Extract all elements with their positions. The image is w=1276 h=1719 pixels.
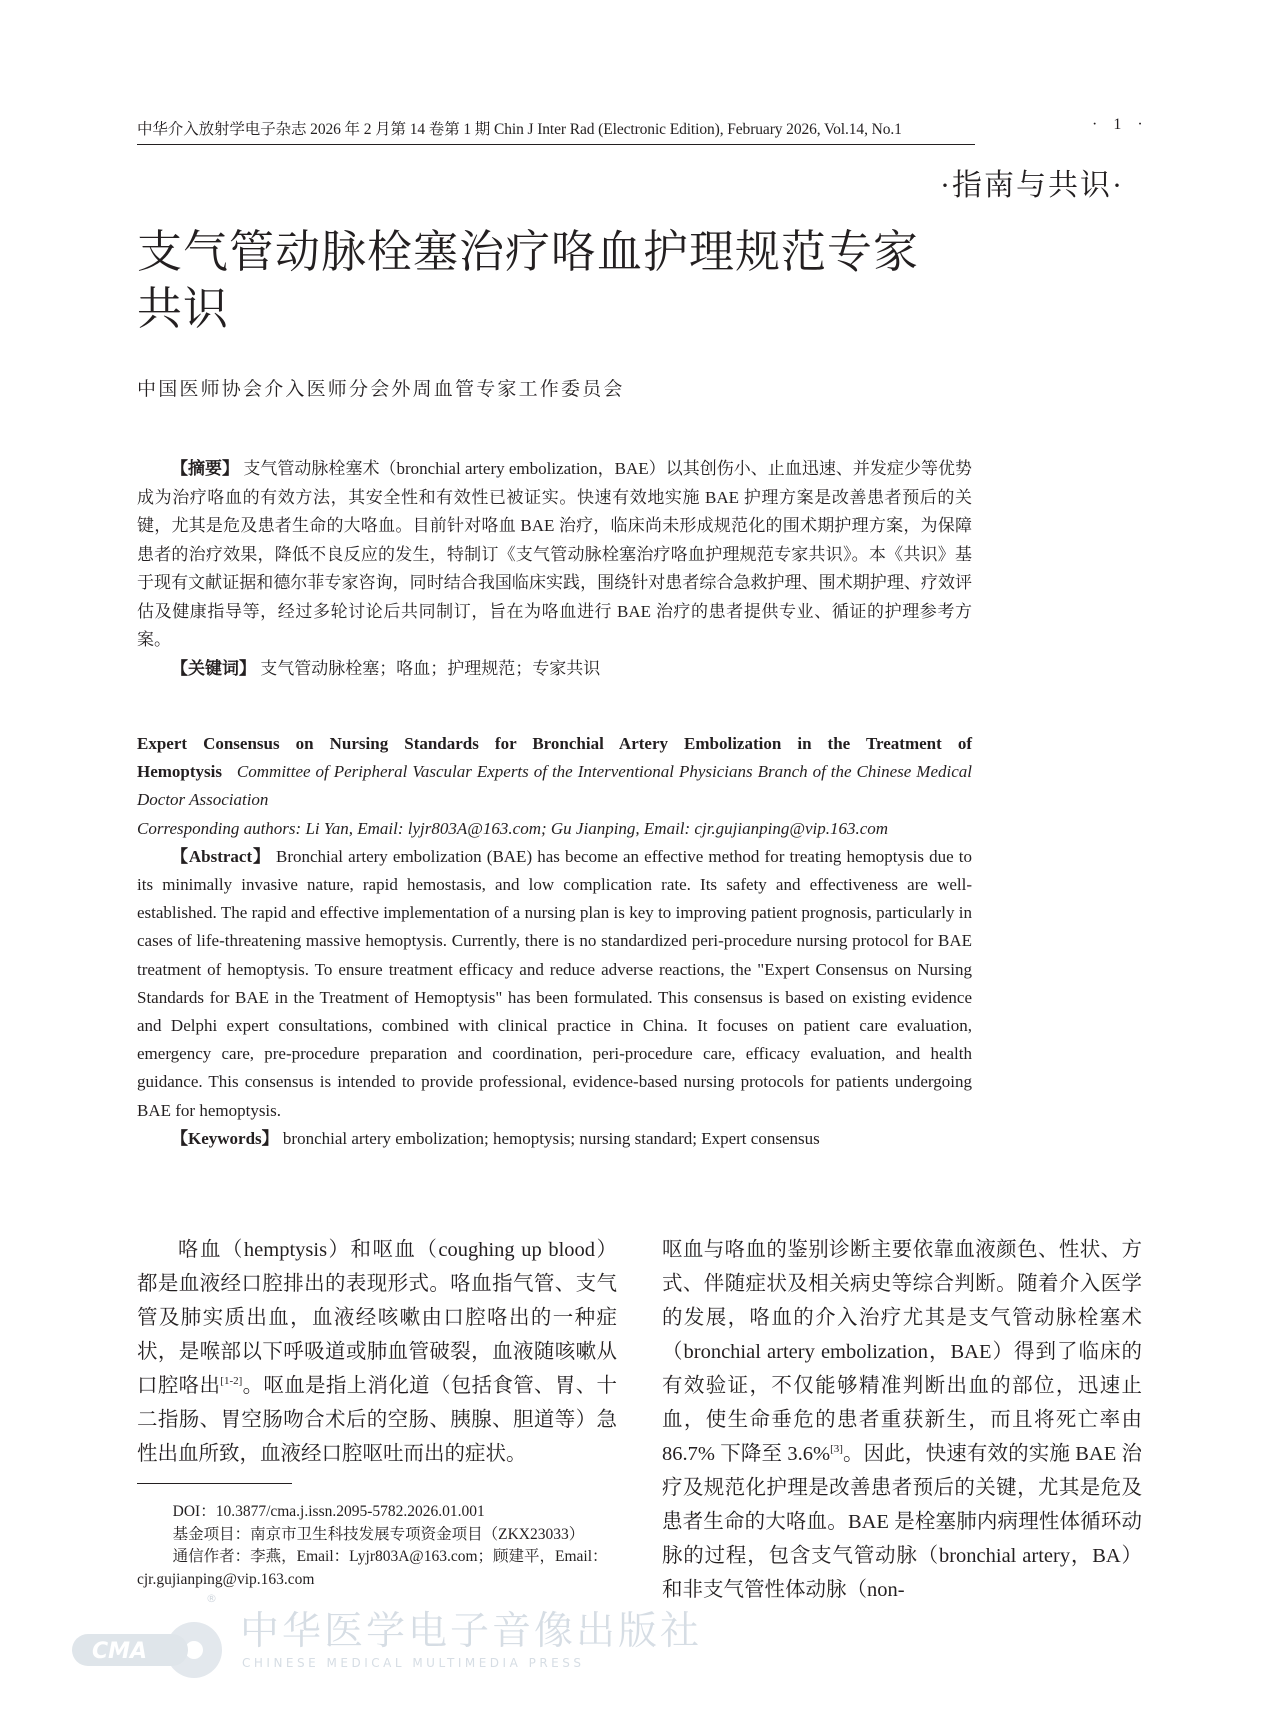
en-abstract-label: 【Abstract】	[171, 846, 271, 866]
body-text: 。呕血是指上消化道（包括食管、胃、十二指肠、胃空肠吻合术后的空肠、胰腺、胆道等）急性出血所致，血液经口腔呕吐而出的症状。	[137, 1375, 618, 1465]
citation: [3]	[830, 1443, 843, 1456]
footnote-corresponding: 通信作者：李燕，Email：Lyjr803A@163.com；顾建平，Email：cjr.gujianping@vip.163.com	[137, 1548, 608, 1588]
footnote-doi: DOI：10.3877/cma.j.issn.2095-5782.2026.01.001	[172, 1503, 485, 1520]
en-keywords-text: bronchial artery embolization; hemoptysis; nursing standard; Expert consensus	[278, 1128, 820, 1148]
en-abstract-paragraph	[137, 843, 972, 1125]
article-title-line2: 共识	[137, 282, 230, 335]
publisher-name-en: CHINESE MEDICAL MULTIMEDIA PRESS	[242, 1656, 585, 1670]
article-title-line1: 支气管动脉栓塞治疗咯血护理规范专家	[137, 225, 920, 278]
column-tag: ·指南与共识·	[940, 169, 1124, 202]
keywords-cn-text: 支气管动脉栓塞；咯血；护理规范；专家共识	[256, 658, 601, 678]
en-title-paragraph	[137, 730, 972, 815]
body-column-left	[137, 1233, 617, 1471]
citation: [1-2]	[220, 1375, 243, 1388]
footnote-divider	[137, 1483, 292, 1484]
footnote-fund: 基金项目：南京市卫生科技发展专项资金项目（ZKX23033）	[172, 1525, 585, 1543]
en-committee: Committee of Peripheral Vascular Experts of the Interventional Physicians Branch of the Chinese Medical Doctor Association	[137, 762, 972, 810]
logo-text: CMA	[92, 1639, 148, 1664]
abstract-cn-label: 【摘要】	[171, 459, 240, 479]
abstract-en	[137, 730, 972, 1153]
running-head: 中华介入放射学电子杂志 2026 年 2 月第 14 卷第 1 期 Chin J Inter Rad (Electronic Edition), February 2026, Vol.14, No.1	[137, 117, 975, 145]
body-paragraph	[662, 1233, 1142, 1607]
cma-logo-icon	[70, 1592, 240, 1692]
en-title: Expert Consensus on Nursing Standards for Bronchial Artery Embolization in the Treatment of Hemoptysis	[137, 734, 972, 782]
en-abstract-text: Bronchial artery embolization (BAE) has become an effective method for treating hemoptysis due to its minimally invasive nature, rapid hemostasis, and low complication rate. Its safety and effectiveness are well-established. The rapid and effective implementation of a nursing plan is key to improving patient prognosis, particularly in cases of life-threatening massive hemoptysis. Currently, there is no standardized peri-procedure nursing protocol for BAE treatment of hemoptysis. To ensure treatment efficacy and reduce adverse reactions, the "Expert Consensus on Nursing Standards for BAE in the Treatment of Hemoptysis" has been formulated. This consensus is based on existing evidence and Delphi expert consultations, combined with clinical practice in China. It focuses on patient care evaluation, emergency care, pre-procedure preparation and coordination, peri-procedure care, efficacy evaluation, and health guidance. This consensus is intended to provide professional, evidence-based nursing protocols for patients undergoing BAE for hemoptysis.	[137, 846, 972, 1120]
keywords-cn-label: 【关键词】	[171, 658, 256, 679]
publisher-name-cn: 中华医学电子音像出版社	[240, 1609, 703, 1654]
author-group-cn: 中国医师协会介入医师分会外周血管专家工作委员会	[137, 378, 625, 400]
article-title	[137, 223, 977, 337]
abstract-cn-text: 支气管动脉栓塞术（bronchial artery embolization，BAE）以其创伤小、止血迅速、并发症少等优势成为治疗咯血的有效方法，其安全性和有效性已被证实。快速有效地实施 BAE 护理方案是改善患者预后的关键，尤其是危及患者生命的大咯血。目前针对咯血 BAE 治疗，临床尚未形成规范化的围术期护理方案，为保障患者的治疗效果，降低不良反应的发生，特制订《支气管动脉栓塞治疗咯血护理规范专家共识》。本《共识》基于现有文献证据和德尔菲专家咨询，同时结合我国临床实践，围绕针对患者综合急救护理、围术期护理、疗效评估及健康指导等，经过多轮讨论后共同制订，旨在为咯血进行 BAE 治疗的患者提供专业、循证的护理参考方案。	[137, 459, 972, 649]
footnotes	[137, 1501, 617, 1591]
en-keywords-paragraph	[137, 1125, 972, 1153]
publisher-watermark	[70, 1592, 703, 1702]
page-number: · 1 ·	[1092, 116, 1149, 133]
abstract-cn	[137, 455, 972, 683]
en-keywords-label: 【Keywords】	[171, 1128, 279, 1148]
abstract-cn-paragraph	[137, 455, 972, 655]
body-text: 。因此，快速有效的实施 BAE 治疗及规范化护理是改善患者预后的关键，尤其是危及患者生命的大咯血。BAE 是栓塞肺内病理性体循环动脉的过程，包含支气管动脉（bronchial artery，BA）和非支气管性体动脉（non-	[662, 1443, 1143, 1601]
body-paragraph	[137, 1233, 617, 1471]
keywords-cn-paragraph	[137, 655, 972, 684]
registered-mark: ®	[206, 1592, 217, 1605]
en-corresponding: Corresponding authors: Li Yan, Email: lyjr803A@163.com; Gu Jianping, Email: cjr.gujianping@vip.163.com	[137, 818, 889, 838]
body-text: 咯血（hemptysis）和呕血（coughing up blood）都是血液经口腔排出的表现形式。咯血指气管、支气管及肺实质出血，血液经咳嗽由口腔咯出的一种症状，是喉部以下呼吸道或肺血管破裂，血液随咳嗽从口腔咯出	[137, 1239, 617, 1397]
body-column-right	[662, 1233, 1142, 1607]
body-text: 呕血与咯血的鉴别诊断主要依靠血液颜色、性状、方式、伴随症状及相关病史等综合判断。随着介入医学的发展，咯血的介入治疗尤其是支气管动脉栓塞术（bronchial artery embolization，BAE）得到了临床的有效验证，不仅能够精准判断出血的部位，迅速止血，使生命垂危的患者重获新生，而且将死亡率由 86.7% 下降至 3.6%	[662, 1239, 1142, 1465]
